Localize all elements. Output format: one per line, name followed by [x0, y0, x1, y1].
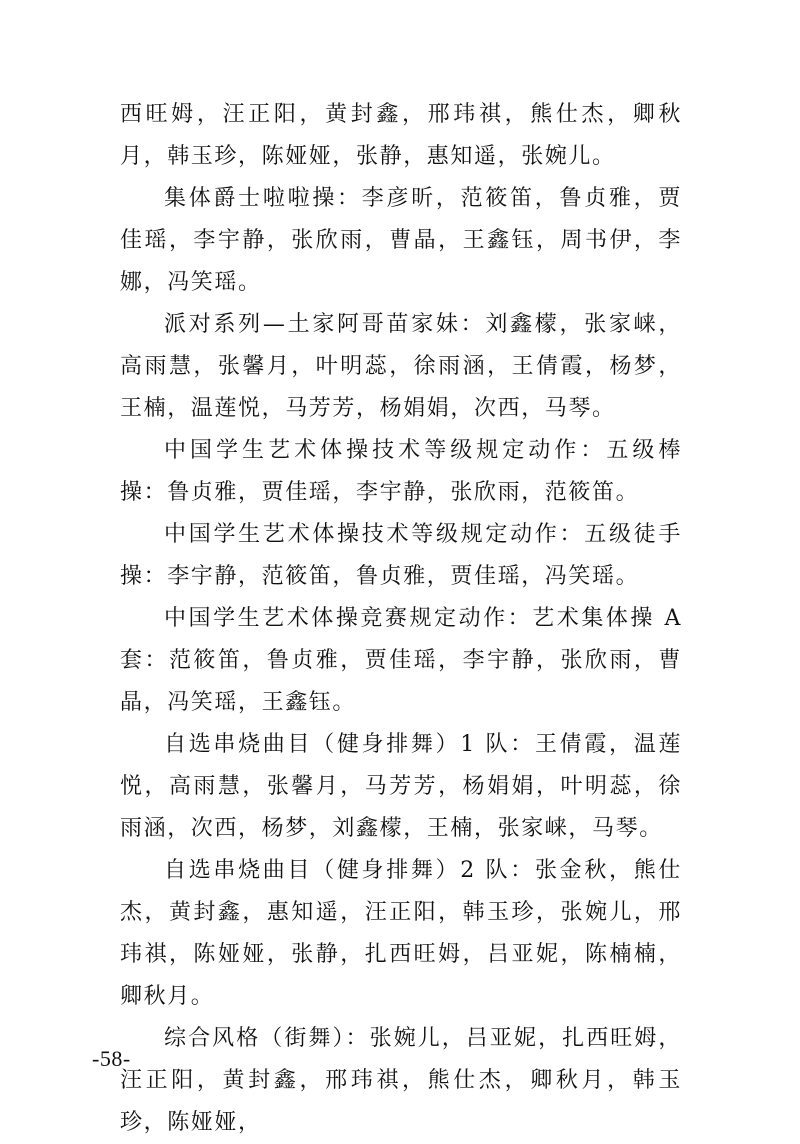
paragraph-line-dance-team-2: 自选串烧曲目（健身排舞）2 队：张金秋，熊仕杰，黄封鑫，惠知遥，汪正阳，韩玉珍，张婉儿，邢玮祺，陈娅娅，张静，扎西旺姆，吕亚妮，陈楠楠，卿秋月。 — [120, 858, 682, 1009]
paragraph-level5-freehand: 中国学生艺术体操技术等级规定动作：五级徒手操：李宇静，范筱笛，鲁贞雅，贾佳瑶，冯笑瑶。 — [120, 522, 682, 589]
paragraph-continued-names: 西旺姆，汪正阳，黄封鑫，邢玮祺，熊仕杰，卿秋月，韩玉珍，陈娅娅，张静，惠知遥，张婉儿。 — [120, 102, 682, 169]
paragraph-street-dance: 综合风格（街舞）：张婉儿，吕亚妮，扎西旺姆，汪正阳，黄封鑫，邢玮祺，熊仕杰，卿秋月，韩玉珍，陈娅娅， — [120, 1026, 682, 1135]
document-body — [120, 94, 682, 1144]
paragraph-party-series: 派对系列—土家阿哥苗家妹：刘鑫檬，张家崃，高雨慧，张馨月，叶明蕊，徐雨涵，王倩霞，杨梦，王楠，温莲悦，马芳芳，杨娟娟，次西，马琴。 — [120, 312, 682, 421]
paragraph-group-routine-a: 中国学生艺术体操竞赛规定动作：艺术集体操 A 套：范筱笛，鲁贞雅，贾佳瑶，李宇静，张欣雨，曹晶，冯笑瑶，王鑫钰。 — [120, 606, 682, 715]
page-number: -58- — [92, 1046, 131, 1071]
paragraph-jazz-cheerleading: 集体爵士啦啦操：李彦昕，范筱笛，鲁贞雅，贾佳瑶，李宇静，张欣雨，曹晶，王鑫钰，周书伊，李娜，冯笑瑶。 — [120, 186, 682, 295]
paragraph-level5-baton: 中国学生艺术体操技术等级规定动作：五级棒操：鲁贞雅，贾佳瑶，李宇静，张欣雨，范筱笛。 — [120, 438, 682, 505]
paragraph-line-dance-team-1: 自选串烧曲目（健身排舞）1 队：王倩霞，温莲悦，高雨慧，张馨月，马芳芳，杨娟娟，叶明蕊，徐雨涵，次西，杨梦，刘鑫檬，王楠，张家崃，马琴。 — [120, 732, 682, 841]
